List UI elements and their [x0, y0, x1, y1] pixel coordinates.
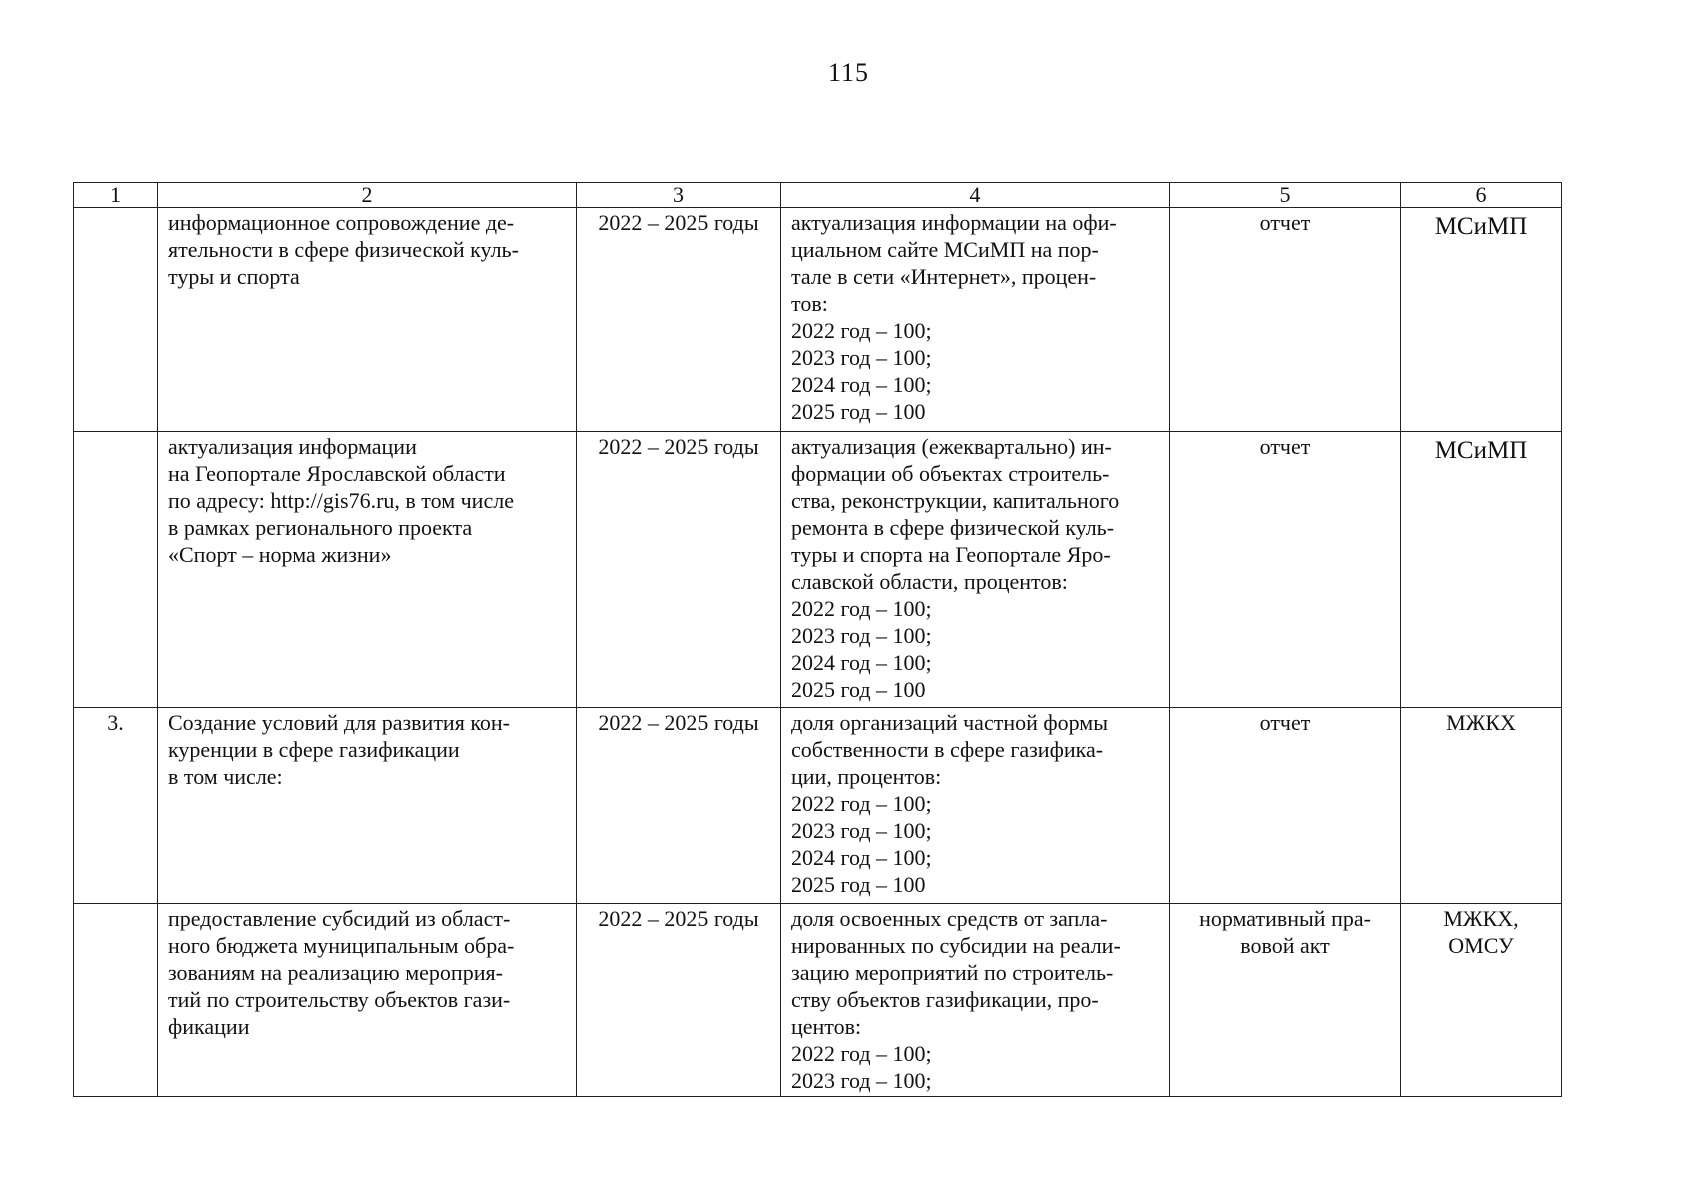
column-header-6: 6 — [1401, 183, 1562, 208]
row-number — [74, 432, 158, 708]
indicator-line: тов: — [791, 291, 828, 316]
column-header-2: 2 — [158, 183, 577, 208]
indicator-line: 2022 год – 100; — [791, 318, 932, 343]
column-header-5: 5 — [1170, 183, 1401, 208]
row-number — [74, 904, 158, 1097]
indicator-line: нированных по субсидии на реали- — [791, 933, 1121, 958]
row-number: 3. — [74, 708, 158, 904]
page-number: 115 — [827, 58, 870, 87]
measure-line: тий по строительству объектов гази- — [168, 987, 511, 1012]
indicator-line: 2024 год – 100; — [791, 845, 932, 870]
responsible-line: ОМСУ — [1448, 933, 1514, 958]
indicator-line: 2025 год – 100 — [791, 872, 926, 897]
indicator-line: 2024 год – 100; — [791, 372, 932, 397]
indicator-line: актуализация информации на офи- — [791, 210, 1117, 235]
responsible-cell: МСиМП — [1401, 208, 1562, 432]
indicator-line: 2022 год – 100; — [791, 1041, 932, 1066]
indicator-line: тале в сети «Интернет», процен- — [791, 264, 1097, 289]
indicator-cell — [781, 432, 1170, 708]
measure-line: информационное сопровождение де- — [168, 210, 515, 235]
table-row — [74, 208, 1562, 432]
period-cell: 2022 – 2025 годы — [577, 904, 781, 1097]
responsible-cell: МСиМП — [1401, 432, 1562, 708]
table-header-row — [74, 183, 1562, 208]
measures-table — [73, 182, 1562, 1097]
table-row — [74, 432, 1562, 708]
indicator-line: 2025 год – 100 — [791, 677, 926, 702]
indicator-line: туры и спорта на Геопортале Яро- — [791, 542, 1111, 567]
indicator-line: центов: — [791, 1014, 862, 1039]
measure-line: туры и спорта — [168, 264, 300, 289]
measure-cell — [158, 208, 577, 432]
measure-cell — [158, 904, 577, 1097]
measure-line: актуализация информации — [168, 434, 417, 459]
indicator-line: 2022 год – 100; — [791, 596, 932, 621]
indicator-line: зацию мероприятий по строитель- — [791, 960, 1114, 985]
measure-line: зованиям на реализацию мероприя- — [168, 960, 503, 985]
measure-line: куренции в сфере газификации — [168, 737, 460, 762]
indicator-line: собственности в сфере газифика- — [791, 737, 1104, 762]
row-number — [74, 208, 158, 432]
indicator-line: доля организаций частной формы — [791, 710, 1108, 735]
measure-line: «Спорт – норма жизни» — [168, 542, 392, 567]
column-header-1: 1 — [74, 183, 158, 208]
period-cell: 2022 – 2025 годы — [577, 208, 781, 432]
column-header-3: 3 — [577, 183, 781, 208]
report-form-cell — [1170, 904, 1401, 1097]
indicator-line: 2023 год – 100; — [791, 623, 932, 648]
indicator-line: славской области, процентов: — [791, 569, 1068, 594]
responsible-cell — [1401, 904, 1562, 1097]
measure-line: фикации — [168, 1014, 250, 1039]
indicator-line: актуализация (ежеквартально) ин- — [791, 434, 1112, 459]
indicator-line: доля освоенных средств от запла- — [791, 906, 1108, 931]
report-form-cell: отчет — [1170, 208, 1401, 432]
measure-cell — [158, 708, 577, 904]
indicator-line: 2023 год – 100; — [791, 1068, 932, 1093]
indicator-line: 2023 год – 100; — [791, 345, 932, 370]
measure-line: по адресу: http://gis76.ru, в том числе — [168, 488, 514, 513]
period-cell: 2022 – 2025 годы — [577, 708, 781, 904]
indicator-line: ремонта в сфере физической куль- — [791, 515, 1115, 540]
measure-line: в том числе: — [168, 764, 283, 789]
measure-cell — [158, 432, 577, 708]
responsible-cell: МЖКХ — [1401, 708, 1562, 904]
indicator-line: 2022 год – 100; — [791, 791, 932, 816]
measure-line: Создание условий для развития кон- — [168, 710, 510, 735]
indicator-cell — [781, 708, 1170, 904]
column-header-4: 4 — [781, 183, 1170, 208]
indicator-line: ству объектов газификации, про- — [791, 987, 1099, 1012]
indicator-line: 2023 год – 100; — [791, 818, 932, 843]
measure-line: в рамках регионального проекта — [168, 515, 473, 540]
report-form-line: вовой акт — [1240, 933, 1330, 958]
measure-line: ятельности в сфере физической куль- — [168, 237, 519, 262]
period-cell: 2022 – 2025 годы — [577, 432, 781, 708]
indicator-cell — [781, 208, 1170, 432]
indicator-line: 2024 год – 100; — [791, 650, 932, 675]
measure-line: на Геопортале Ярославской области — [168, 461, 506, 486]
indicator-line: ции, процентов: — [791, 764, 942, 789]
indicator-line: формации об объектах строитель- — [791, 461, 1110, 486]
indicator-cell — [781, 904, 1170, 1097]
report-form-cell: отчет — [1170, 432, 1401, 708]
responsible-line: МЖКХ, — [1443, 906, 1519, 931]
measure-line: ного бюджета муниципальным обра- — [168, 933, 515, 958]
report-form-cell: отчет — [1170, 708, 1401, 904]
report-form-line: нормативный пра- — [1199, 906, 1371, 931]
indicator-line: 2025 год – 100 — [791, 399, 926, 424]
indicator-line: ства, реконструкции, капитального — [791, 488, 1120, 513]
measure-line: предоставление субсидий из област- — [168, 906, 511, 931]
table-row — [74, 708, 1562, 904]
indicator-line: циальном сайте МСиМП на пор- — [791, 237, 1099, 262]
table-row — [74, 904, 1562, 1097]
